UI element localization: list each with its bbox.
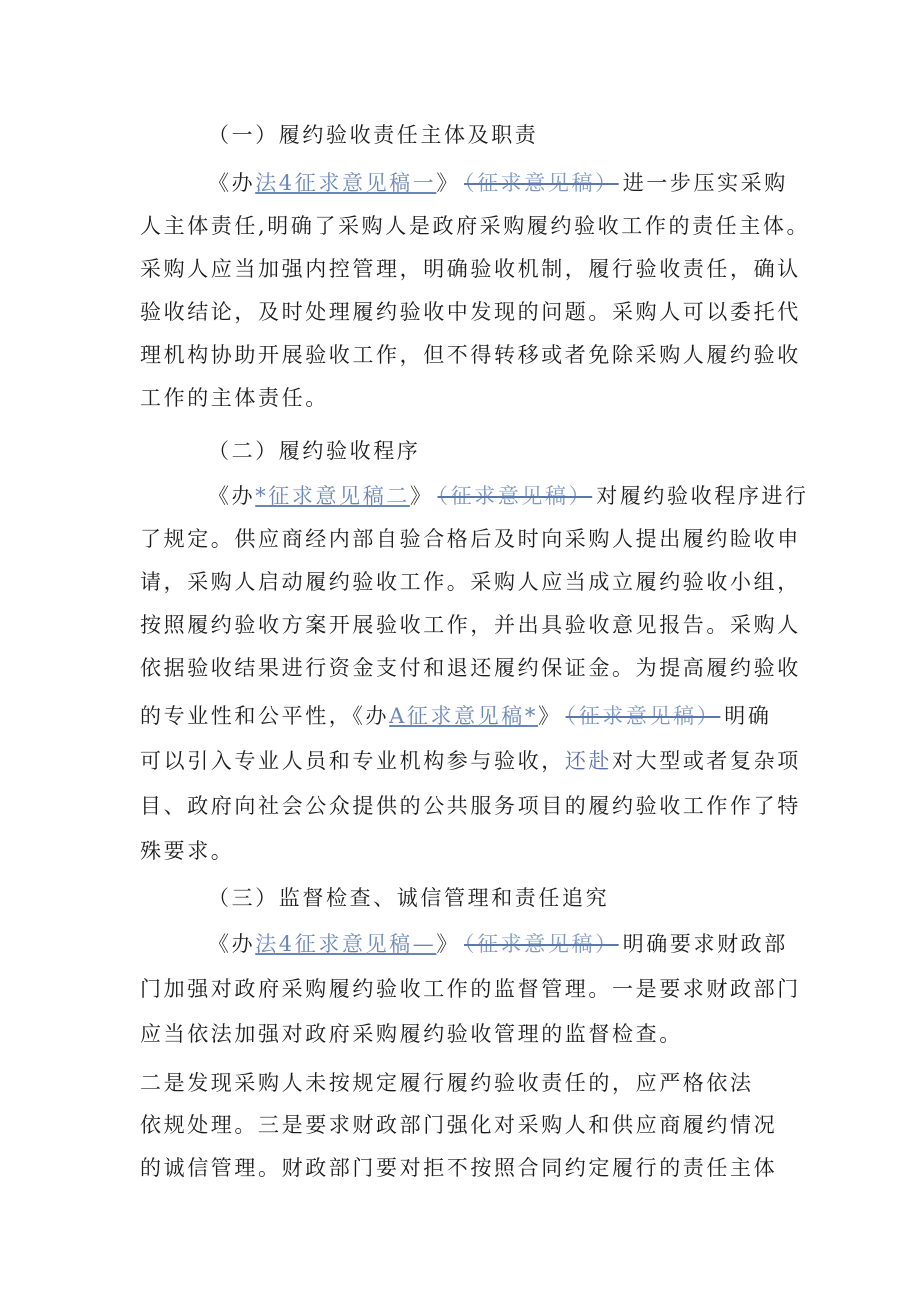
deleted-revision: （征求意见稿）: [437, 484, 593, 508]
body-line: 验收结论，及时处理履约验收中发现的问题。采购人可以委托代: [140, 300, 801, 324]
body-line: 按照履约验收方案开展验收工作，并出具验收意见报告。采购人: [140, 613, 801, 637]
body-line: 门加强对政府采购履约验收工作的监督管理。一是要求财政部门: [140, 977, 801, 1001]
text-prefix: 《办: [208, 932, 256, 956]
body-line: 请，采购人启动履约验收工作。采购人应当成立履约验收小组，: [140, 570, 801, 594]
inserted-revision: 法4征求意见稿—: [255, 932, 437, 956]
text-prefix: 《办: [208, 171, 256, 195]
text-close: 》: [436, 932, 460, 956]
deleted-revision: （征求意见稿）: [463, 171, 619, 195]
body-line-with-highlight: [140, 746, 801, 776]
text-close: 》: [436, 171, 460, 195]
section-heading: （二）履约验收程序: [208, 439, 421, 463]
revised-text: 还赴: [564, 749, 613, 773]
deleted-revision: （征求意见稿）: [565, 704, 721, 728]
text-suffix: 明确: [724, 704, 772, 728]
section-first-line: [208, 168, 788, 198]
text-close: 》: [409, 484, 434, 508]
section-first-line: [208, 929, 788, 959]
body-line-with-revision: [140, 701, 772, 731]
body-line: 工作的主体责任。: [140, 386, 329, 410]
text-prefix: 的专业性和公平性，《办: [140, 704, 390, 728]
inserted-revision: 法4征求意见稿一: [255, 171, 437, 195]
body-line: 采购人应当加强内控管理，明确验收机制，履行验收责任，确认: [140, 257, 801, 281]
text-prefix: 《办: [208, 484, 256, 508]
text-close: 》: [537, 704, 562, 728]
body-line: 目、政府向社会公众提供的公共服务项目的履约验收工作作了特: [140, 794, 801, 818]
body-line: 了规定。供应商经内部自验合格后及时向采购人提出履约睑收申: [140, 527, 801, 551]
body-line: 二是发现采购人未按规定履行履约验收责任的，应严格依法: [140, 1071, 754, 1095]
inserted-revision: A征求意见稿*: [389, 704, 538, 728]
inserted-revision: *征求意见稿二: [255, 484, 410, 508]
text-suffix: 对履约验收程序进行: [596, 484, 809, 508]
section-heading: （三）监督检查、诚信管理和责任追究: [208, 886, 610, 910]
body-line: 依规处理。三是要求财政部门强化对采购人和供应商履约情况: [140, 1113, 778, 1137]
section-heading: （一）履约验收责任主体及职责: [208, 123, 539, 147]
body-line: 殊要求。: [140, 839, 235, 863]
section-first-line: [208, 481, 809, 511]
text-suffix: 明确要求财政部: [622, 932, 788, 956]
text-suffix: 进一步压实采购: [622, 171, 788, 195]
deleted-revision: （征求意见稿）: [463, 932, 619, 956]
body-line: 应当依法加强对政府采购履约验收管理的监督检查。: [140, 1022, 683, 1046]
body-line: 依据验收结果进行资金支付和退还履约保证金。为提高履约验收: [140, 656, 801, 680]
body-line: 理机构协助开展验收工作，但不得转移或者免除采购人履约验收: [140, 343, 801, 367]
body-line: 的诚信管理。财政部门要对拒不按照合同约定履行的责任主体: [140, 1156, 778, 1180]
text-suffix: 对大型或者复杂项: [612, 749, 801, 773]
text-prefix: 可以引入专业人员和专业机构参与验收，: [140, 749, 565, 773]
body-line: 人主体责任,明确了采购人是政府采购履约验收工作的责任主体。: [140, 214, 811, 238]
